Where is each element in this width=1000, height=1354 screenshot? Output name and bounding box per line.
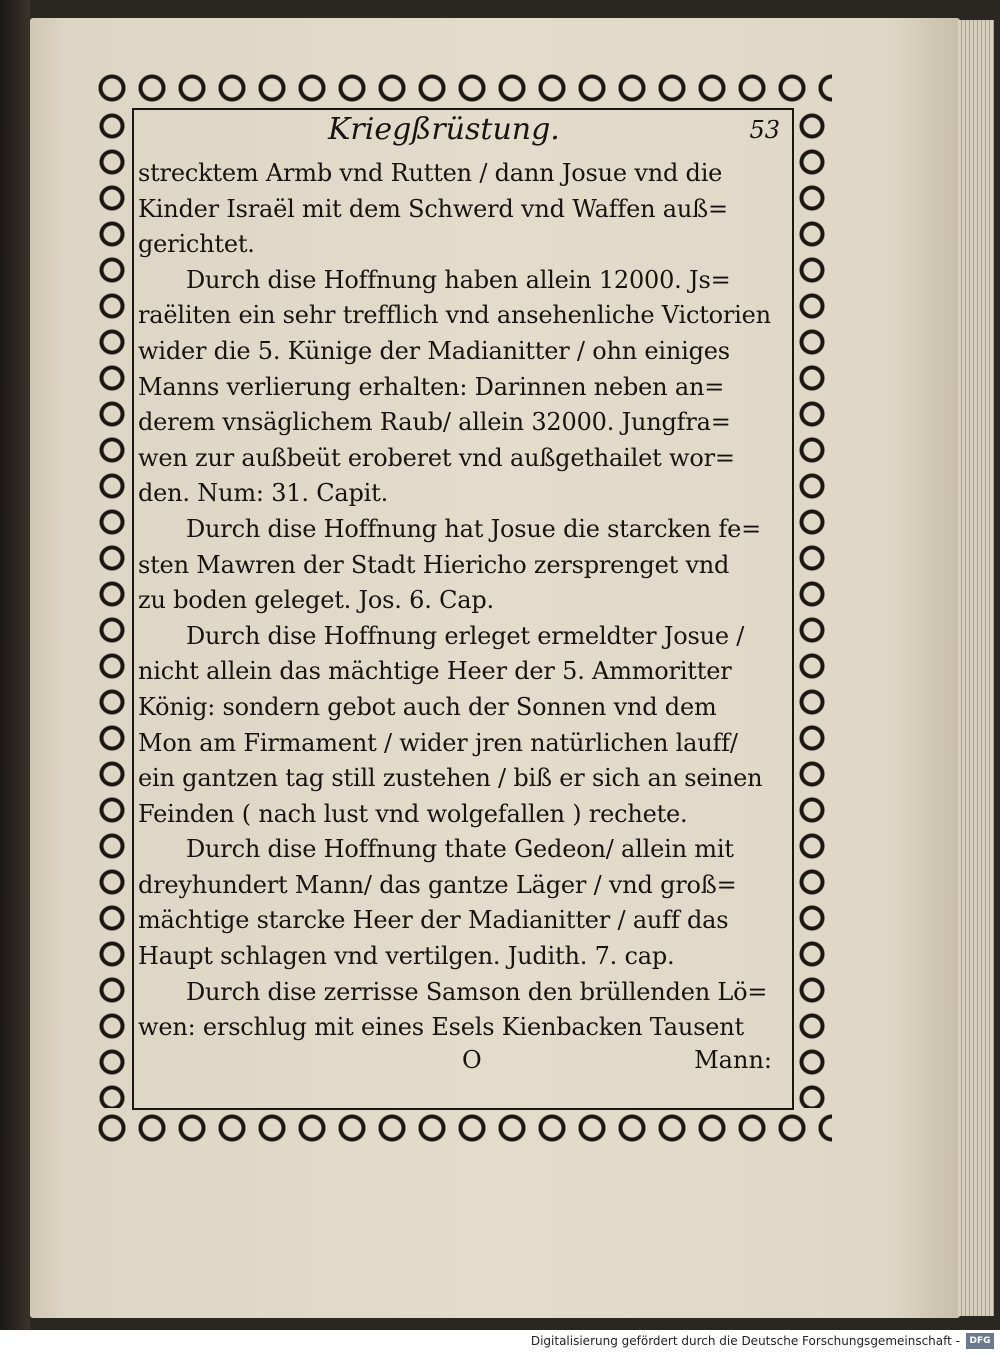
text-line: den. Num: 31. Capit.: [138, 479, 388, 508]
running-head: Kriegßrüstung.: [328, 112, 560, 147]
text-line: zu boden geleget. Jos. 6. Cap.: [138, 586, 494, 615]
text-block: [138, 112, 786, 1102]
text-line: Manns verlierung erhalten: Darinnen neben an=: [138, 372, 725, 401]
text-line: raëliten ein sehr trefflich vnd ansehenliche Victorien: [138, 301, 771, 330]
text-line: Durch dise Hoffnung erleget ermeldter Josue /: [186, 621, 745, 650]
text-line: wider die 5. Künige der Madianitter / ohn einiges: [138, 336, 730, 365]
text-line: wen zur außbeüt eroberet vnd außgethailet wor=: [138, 443, 735, 472]
page-number: 53: [749, 116, 780, 144]
text-line: Durch dise zerrisse Samson den brüllenden Lö=: [186, 977, 768, 1006]
text-line: Durch dise Hoffnung thate Gedeon/ allein mit: [186, 835, 734, 864]
text-line: derem vnsäglichem Raub/ allein 32000. Jungfra=: [138, 408, 731, 437]
ornament-border-bottom: [92, 1108, 832, 1148]
footer-bar: [0, 1330, 1000, 1354]
text-line: sten Mawren der Stadt Hiericho zersprenget vnd: [138, 550, 730, 579]
text-line: gerichtet.: [138, 230, 255, 259]
text-line: nicht allein das mächtige Heer der 5. Ammoritter: [138, 657, 732, 686]
text-line: strecktem Armb vnd Rutten / dann Josue vnd die: [138, 159, 723, 187]
ornament-border-top: [92, 68, 832, 108]
text-line: mächtige starcke Heer der Madianitter / auff das: [138, 906, 729, 935]
text-line: ein gantzen tag still zustehen / biß er sich an seinen: [138, 764, 763, 793]
text-line: Durch dise Hoffnung hat Josue die starcken fe=: [186, 514, 761, 543]
signature-mark: O: [462, 1045, 482, 1074]
text-line: wen: erschlug mit eines Esels Kienbacken Tausent: [138, 1013, 744, 1042]
body-text: [138, 156, 786, 1046]
text-line: Kinder Israël mit dem Schwerd vnd Waffen auß=: [138, 194, 728, 223]
text-line: Haupt schlagen vnd vertilgen. Judith. 7. cap.: [138, 942, 675, 971]
page-edges: [958, 20, 994, 1316]
text-line: Feinden ( nach lust vnd wolgefallen ) rechete.: [138, 799, 688, 828]
ornament-border-left: [92, 108, 132, 1108]
text-line: Mon am Firmament / wider jren natürlichen lauff/: [138, 728, 738, 757]
page-foot: [138, 1046, 786, 1082]
text-line: dreyhundert Mann/ das gantze Läger / vnd groß=: [138, 870, 737, 899]
footer-credit: Digitalisierung gefördert durch die Deutsche Forschungsgemeinschaft -: [530, 1334, 960, 1348]
book-spine: [0, 0, 30, 1330]
text-line: Durch dise Hoffnung haben allein 12000. Js=: [186, 265, 731, 294]
ornamental-frame: [92, 68, 832, 1148]
text-line: König: sondern gebot auch der Sonnen vnd dem: [138, 692, 717, 721]
catchword: Mann:: [694, 1045, 772, 1074]
ornament-border-right: [792, 108, 832, 1108]
page-header: [138, 112, 786, 156]
dfg-logo: DFG: [966, 1333, 994, 1349]
